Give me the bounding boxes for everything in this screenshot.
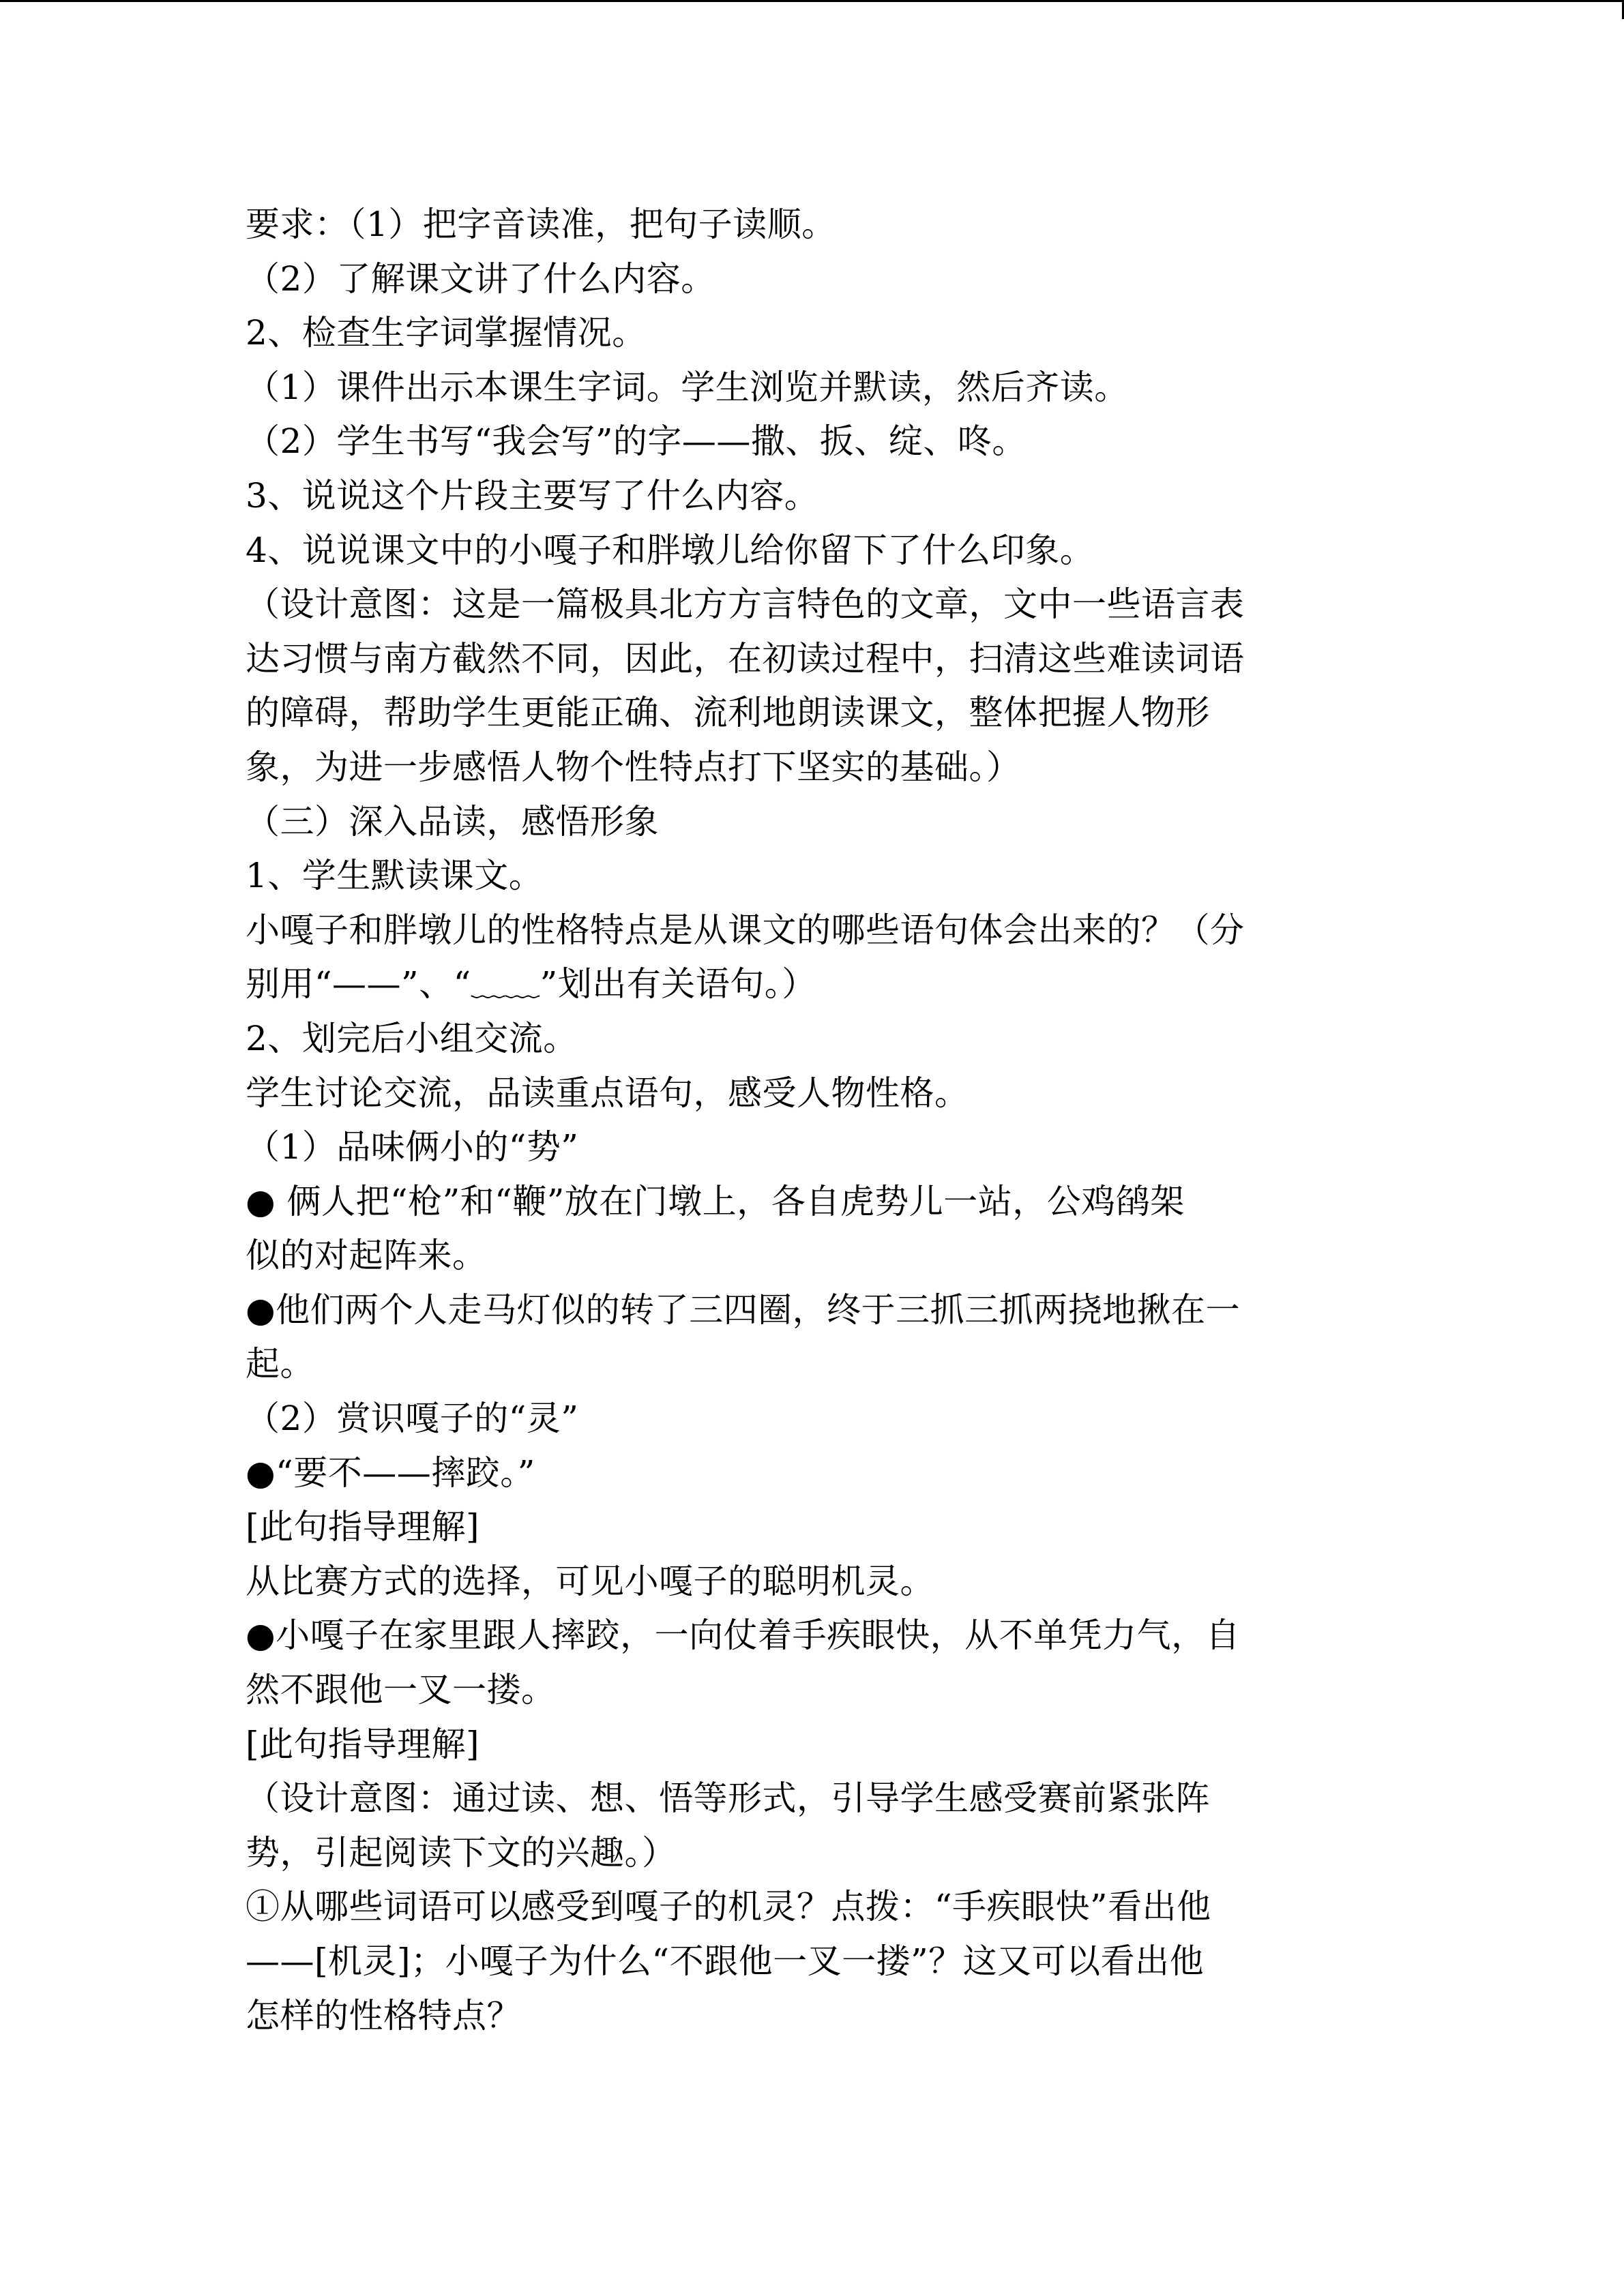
text-line: 从比赛方式的选择，可见小嘎子的聪明机灵。	[246, 1561, 934, 1601]
document-body	[246, 198, 1391, 2043]
text-line: 2、检查生字词掌握情况。	[246, 313, 647, 353]
text-line: 要求：（1）把字音读准，把句子读顺。	[246, 205, 836, 244]
bullet-line: ●“要不——摔跤。”	[246, 1452, 535, 1493]
text-line: 似的对起阵来。	[246, 1236, 487, 1276]
text-line: [此句指导理解]	[246, 1507, 480, 1547]
text-line: （1）品味俩小的“势”	[246, 1127, 579, 1167]
text-line: （设计意图：通过读、想、悟等形式，引导学生感受赛前紧张阵	[246, 1778, 1210, 1819]
text-line: 别用“——”、“﹏﹏”划出有关语句。）	[246, 964, 816, 1004]
bullet-line: ● 俩人把“枪”和“鞭”放在门墩上，各自虎势儿一站，公鸡鹐架	[246, 1181, 1185, 1221]
text-line: 2、划完后小组交流。	[246, 1018, 578, 1058]
text-line: 3、说说这个片段主要写了什么内容。	[246, 475, 819, 516]
bullet-line: ●小嘎子在家里跟人摔跤，一向仗着手疾眼快，从不单凭力气，自	[246, 1615, 1241, 1656]
text-line: （1）课件出示本课生字词。学生浏览并默读，然后齐读。	[246, 367, 1129, 407]
text-line: 小嘎子和胖墩儿的性格特点是从课文的哪些语句体会出来的？（分	[246, 910, 1245, 950]
text-line: 象，为进一步感悟人物个性特点打下坚实的基础。）	[246, 747, 1021, 787]
text-line: （2）赏识嘎子的“灵”	[246, 1399, 579, 1439]
text-line: 然不跟他一叉一搂。	[246, 1670, 556, 1710]
text-line: 怎样的性格特点？	[246, 1995, 521, 2036]
text-line: （设计意图：这是一篇极具北方方言特色的文章，文中一些语言表	[246, 584, 1245, 625]
text-line: 达习惯与南方截然不同，因此，在初读过程中，扫清这些难读词语	[246, 638, 1245, 679]
text-line: [此句指导理解]	[246, 1724, 480, 1764]
text-line: 学生讨论交流，品读重点语句，感受人物性格。	[246, 1073, 969, 1113]
text-line: 起。	[246, 1344, 314, 1384]
text-line: 的障碍，帮助学生更能正确、流利地朗读课文，整体把握人物形	[246, 693, 1210, 733]
text-line: 4、说说课文中的小嘎子和胖墩儿给你留下了什么印象。	[246, 530, 1095, 570]
text-line: （2）学生书写“我会写”的字——撒、扳、绽、咚。	[246, 421, 1027, 462]
text-line: （2）了解课文讲了什么内容。	[246, 258, 715, 299]
text-line: 1、学生默读课文。	[246, 856, 544, 896]
page-top-border	[0, 0, 1624, 2]
text-line: 势，引起阅读下文的兴趣。）	[246, 1832, 677, 1873]
bullet-line: ●他们两个人走马灯似的转了三四圈，终于三抓三抓两挠地揪在一	[246, 1289, 1241, 1330]
text-line: ——[机灵]；小嘎子为什么“不跟他一叉一搂”？这又可以看出他	[246, 1941, 1205, 1981]
text-line: ①从哪些词语可以感受到嘎子的机灵？点拨：“手疾眼快”看出他	[246, 1887, 1211, 1927]
section-heading: （三）深入品读，感悟形象	[246, 801, 659, 841]
